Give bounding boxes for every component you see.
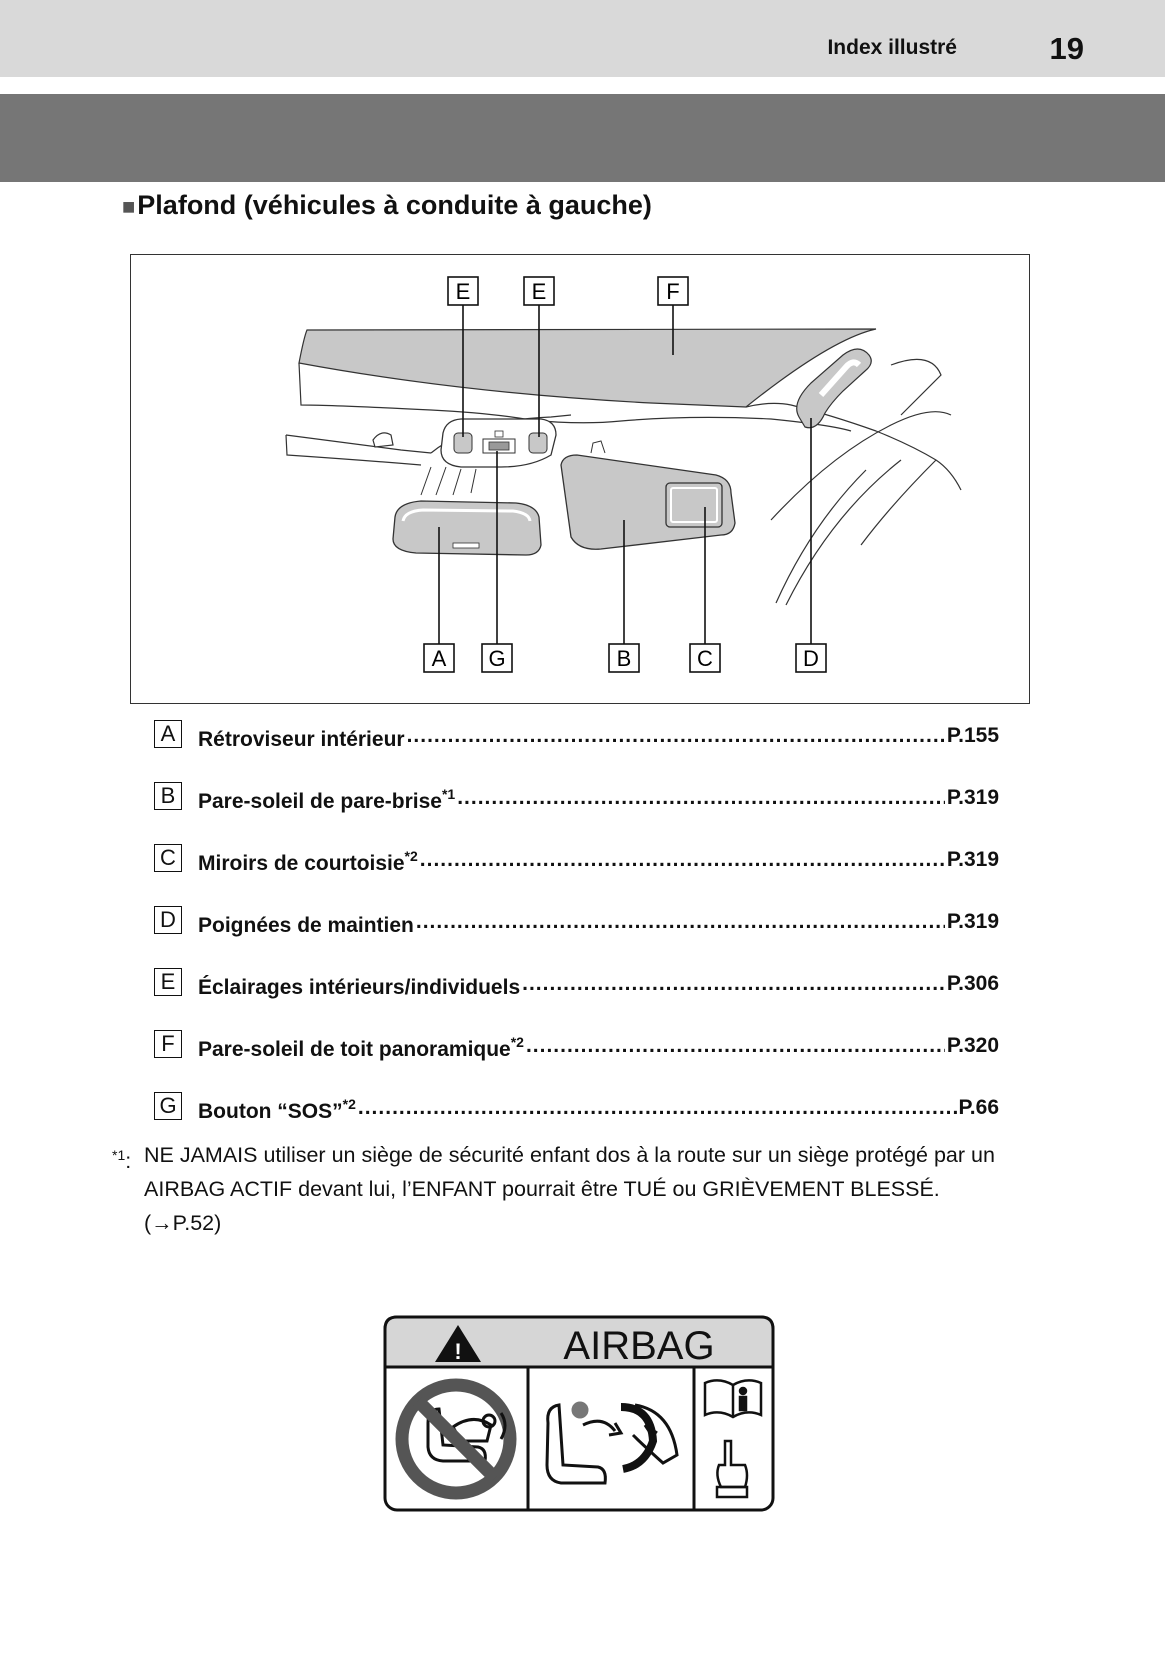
leader-dots (420, 844, 945, 872)
item-label: Miroirs de courtoisie$^{*2}$ (198, 848, 418, 875)
callout-e1-label: E (455, 279, 471, 304)
item-label: Bouton “SOS”$^{*2}$ (198, 1096, 356, 1123)
callout-a-label: A (431, 646, 447, 671)
panoramic-roof-shade (299, 329, 876, 407)
item-letter: A (154, 720, 182, 748)
header-title: Index illustré (827, 36, 957, 59)
airbag-label-graphic (383, 1315, 775, 1512)
list-item-a (154, 720, 999, 782)
leader-dots (407, 720, 945, 748)
item-label: Poignées de maintien (198, 914, 414, 937)
item-page-ref: P.319 (946, 910, 999, 933)
map-light-right (529, 433, 547, 453)
item-letter: F (154, 1030, 182, 1058)
callout-f-label: F (666, 279, 680, 304)
page-number: 19 (1049, 31, 1084, 66)
leader-dots (522, 968, 945, 996)
item-page-ref: P.320 (946, 1034, 999, 1057)
list-item-e (154, 968, 999, 1030)
callout-e2-label: E (531, 279, 547, 304)
leader-dots (457, 782, 945, 810)
ceiling-illustration (131, 255, 1029, 703)
leader-dots (416, 906, 945, 934)
page-header (0, 0, 1165, 77)
section-title (122, 190, 652, 221)
component-list (154, 720, 999, 1154)
item-page-ref: P.319 (946, 786, 999, 809)
footnote-mark: $^{*1}$: (112, 1147, 132, 1173)
list-item-b (154, 782, 999, 844)
callout-d-label: D (803, 646, 819, 671)
list-item-c (154, 844, 999, 906)
item-letter: D (154, 906, 182, 934)
footnote (112, 1138, 1032, 1240)
list-item-f (154, 1030, 999, 1092)
item-letter: G (154, 1092, 182, 1120)
leader-dots (526, 1030, 945, 1058)
item-letter: B (154, 782, 182, 810)
airbag-title: AIRBAG (563, 1324, 715, 1368)
item-label: Pare-soleil de pare-brise$^{*1}$ (198, 786, 456, 813)
callout-g-label: G (488, 646, 506, 671)
list-item-d (154, 906, 999, 968)
callout-c-label: C (697, 646, 713, 671)
section-title-text: Plafond (véhicules à conduite à gauche) (137, 190, 652, 220)
callout-b-label: B (616, 646, 632, 671)
item-letter: E (154, 968, 182, 996)
item-page-ref: P.155 (946, 724, 999, 747)
ceiling-diagram (130, 254, 1030, 704)
item-page-ref: P.306 (946, 972, 999, 995)
footnote-text: NE JAMAIS utiliser un siège de sécurité enfant dos à la route sur un siège protégé par un AIRBAG ACTIF devant lui, l’ENFANT pourrait être TUÉ ou GRIÈVEMENT BLESSÉ. (→P.52) (144, 1143, 995, 1235)
footnote-page-ref: (→P.52) (144, 1211, 222, 1235)
item-page-ref: P.66 (958, 1096, 999, 1119)
section-square-icon: ■ (122, 194, 136, 219)
item-label: Éclairages intérieurs/individuels (198, 976, 521, 999)
section-band (0, 94, 1165, 182)
leader-dots (358, 1092, 957, 1120)
airbag-warning-label (383, 1315, 775, 1517)
item-letter: C (154, 844, 182, 872)
item-page-ref: P.319 (946, 848, 999, 871)
item-label: Pare-soleil de toit panoramique$^{*2}$ (198, 1034, 524, 1061)
warning-mark: ! (454, 1339, 462, 1364)
item-label: Rétroviseur intérieur (198, 728, 405, 751)
